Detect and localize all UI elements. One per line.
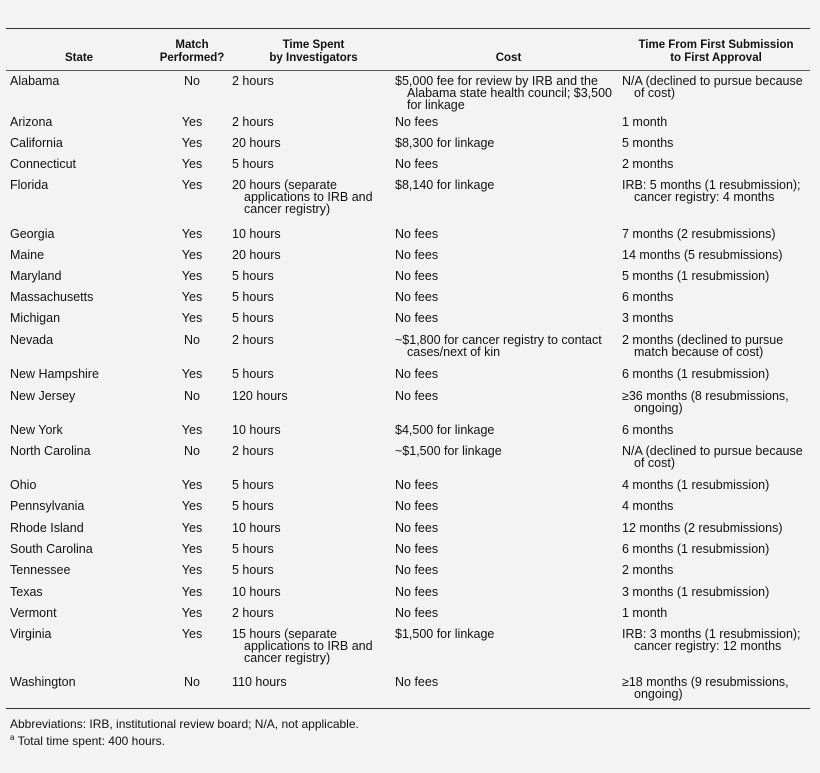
cell-first-approval: IRB: 3 months (1 resubmission); cancer registry: 12 months [622,627,801,653]
table-row [6,586,810,607]
cell-match: Yes [181,248,203,262]
table-row [6,179,810,228]
bottom-rule [6,708,810,709]
table-row [6,312,810,334]
cell-first-approval: 14 months (5 resubmissions) [622,248,783,262]
cell-time: 10 hours [232,227,281,241]
cell-first-approval: 2 months [622,563,674,577]
cell-time: 20 hours [232,248,281,262]
cell-state: Alabama [10,74,60,88]
table-row [6,479,810,500]
cell-cost: No fees [395,478,439,492]
table-row [6,390,810,424]
table-row [6,543,810,564]
table-row [6,368,810,390]
table-row [6,522,810,543]
cell-first-approval: 6 months (1 resubmission) [622,542,770,556]
table-row [6,445,810,479]
cell-time: 2 hours [232,333,274,347]
cell-time: 5 hours [232,269,274,283]
cell-time: 5 hours [232,478,274,492]
cell-match: Yes [181,115,203,129]
cell-time: 5 hours [232,367,274,381]
cell-first-approval: 5 months (1 resubmission) [622,269,770,283]
cell-time: 2 hours [232,74,274,88]
header-cost: Cost [495,52,522,64]
cell-state: Tennessee [10,563,71,577]
cell-state: New York [10,423,63,437]
cell-time: 120 hours [232,389,288,403]
abbreviations-note: Abbreviations: IRB, institutional review board; N/A, not applicable. [10,717,359,731]
total-time-note: $^a$ Total time spent: 400 hours. [10,733,165,748]
cell-first-approval: 4 months [622,499,674,513]
table-row [6,424,810,445]
cell-time: 5 hours [232,290,274,304]
cell-match: Yes [181,585,203,599]
header-time: Time Spent by Investigators [269,39,358,64]
cell-first-approval: N/A (declined to pursue because of cost) [622,444,803,470]
cell-time: 20 hours [232,136,281,150]
cell-match: Yes [181,542,203,556]
cell-state: Rhode Island [10,521,84,535]
cell-time: 10 hours [232,423,281,437]
cell-cost: No fees [395,675,439,689]
cell-state: New Jersey [10,389,76,403]
cell-first-approval: 12 months (2 resubmissions) [622,521,783,535]
cell-match: Yes [181,178,203,192]
cell-state: Maryland [10,269,62,283]
cell-time: 5 hours [232,311,274,325]
header-match: Match Performed? [159,39,225,64]
cell-cost: No fees [395,227,439,241]
cell-cost: No fees [395,311,439,325]
cell-match: Yes [181,269,203,283]
cell-cost: No fees [395,606,439,620]
cell-match: Yes [181,606,203,620]
cell-match: Yes [181,478,203,492]
cell-first-approval: N/A (declined to pursue because of cost) [622,74,803,100]
cell-state: Virginia [10,627,52,641]
table-row [6,628,810,676]
cell-state: Washington [10,675,76,689]
cell-cost: ~$1,800 for cancer registry to contact cases/next of kin [395,333,602,359]
footnotes [6,717,810,748]
cell-time: 15 hours (separate applications to IRB and cancer registry) [232,627,373,665]
table-row [6,676,810,706]
cell-time: 5 hours [232,499,274,513]
cell-cost: $8,140 for linkage [395,178,495,192]
cell-cost: No fees [395,115,439,129]
cell-first-approval: 1 month [622,115,668,129]
cell-cost: No fees [395,563,439,577]
table-row [6,270,810,291]
cell-time: 5 hours [232,542,274,556]
cell-match: Yes [181,136,203,150]
cell-time: 2 hours [232,606,274,620]
cell-cost: No fees [395,585,439,599]
cell-match: Yes [181,311,203,325]
table-figure [6,28,810,748]
cell-cost: No fees [395,521,439,535]
cell-first-approval: 7 months (2 resubmissions) [622,227,776,241]
cell-match: Yes [181,157,203,171]
table-row [6,334,810,368]
cell-match: Yes [181,521,203,535]
cell-first-approval: 6 months [622,290,674,304]
cell-time: 110 hours [232,675,287,689]
table-body [6,71,810,706]
cell-first-approval: 6 months (1 resubmission) [622,367,770,381]
table-row [6,564,810,586]
cell-match: No [184,444,200,458]
cell-match: Yes [181,627,203,641]
header-first-approval: Time From First Submission to First Approval [638,39,794,64]
cell-match: No [184,389,200,403]
cell-cost: No fees [395,248,439,262]
state-match-table [6,29,810,706]
cell-cost: ~$1,500 for linkage [395,444,502,458]
cell-first-approval: IRB: 5 months (1 resubmission); cancer registry: 4 months [622,178,801,204]
cell-state: South Carolina [10,542,93,556]
header-state: State [64,52,94,64]
cell-cost: No fees [395,269,439,283]
cell-first-approval: ≥36 months (8 resubmissions, ongoing) [622,389,789,415]
cell-first-approval: ≥18 months (9 resubmissions, ongoing) [622,675,789,701]
cell-state: North Carolina [10,444,91,458]
cell-cost: $8,300 for linkage [395,136,495,150]
cell-first-approval: 2 months [622,157,674,171]
cell-match: Yes [181,290,203,304]
cell-match: Yes [181,423,203,437]
table-row [6,116,810,137]
cell-match: Yes [181,563,203,577]
cell-first-approval: 2 months (declined to pursue match because of cost) [622,333,784,359]
cell-match: No [184,675,200,689]
cell-cost: No fees [395,499,439,513]
cell-state: Florida [10,178,49,192]
cell-first-approval: 3 months (1 resubmission) [622,585,770,599]
cell-cost: $4,500 for linkage [395,423,495,437]
cell-match: No [184,74,200,88]
cell-cost: No fees [395,389,439,403]
cell-time: 2 hours [232,115,274,129]
cell-state: New Hampshire [10,367,99,381]
cell-match: Yes [181,367,203,381]
cell-cost: No fees [395,290,439,304]
cell-time: 5 hours [232,563,274,577]
cell-state: Michigan [10,311,61,325]
cell-cost: No fees [395,542,439,556]
cell-first-approval: 6 months [622,423,674,437]
table-row [6,71,810,116]
table-row [6,158,810,179]
cell-state: California [10,136,63,150]
cell-state: Texas [10,585,43,599]
cell-state: Vermont [10,606,57,620]
cell-state: Ohio [10,478,37,492]
cell-cost: No fees [395,367,439,381]
cell-first-approval: 3 months [622,311,674,325]
table-row [6,137,810,158]
header-row [6,29,810,70]
cell-first-approval: 1 month [622,606,668,620]
cell-state: Massachusetts [10,290,94,304]
cell-time: 5 hours [232,157,274,171]
table-row [6,291,810,312]
table-row [6,607,810,628]
cell-state: Nevada [10,333,54,347]
cell-cost: No fees [395,157,439,171]
cell-state: Maine [10,248,45,262]
cell-state: Georgia [10,227,55,241]
cell-cost: $1,500 for linkage [395,627,495,641]
table-row [6,228,810,249]
cell-match: Yes [181,227,203,241]
table-row [6,500,810,522]
table-row [6,249,810,270]
cell-state: Connecticut [10,157,77,171]
cell-time: 20 hours (separate applications to IRB and cancer registry) [232,178,373,216]
cell-time: 10 hours [232,585,281,599]
cell-first-approval: 5 months [622,136,674,150]
cell-state: Arizona [10,115,53,129]
cell-match: No [184,333,200,347]
cell-first-approval: 4 months (1 resubmission) [622,478,770,492]
cell-match: Yes [181,499,203,513]
cell-cost: $5,000 fee for review by IRB and the Alabama state health council; $3,500 for linkage [395,74,612,112]
cell-state: Pennsylvania [10,499,85,513]
cell-time: 2 hours [232,444,274,458]
cell-time: 10 hours [232,521,281,535]
